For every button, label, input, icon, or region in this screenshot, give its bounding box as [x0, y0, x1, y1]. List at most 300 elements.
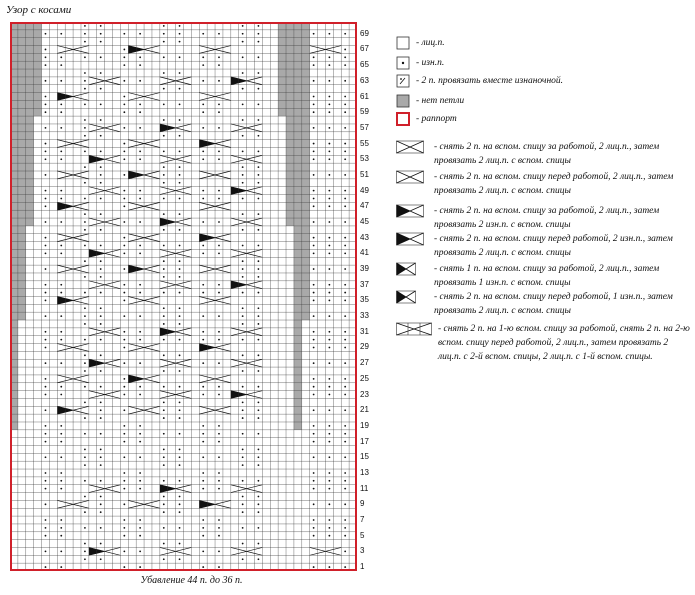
purl-dot	[100, 323, 102, 325]
no-stitch-cell	[302, 61, 310, 69]
purl-dot	[84, 166, 86, 168]
no-stitch-cell	[302, 242, 310, 250]
purl-dot	[242, 464, 244, 466]
purl-dot	[202, 566, 204, 568]
purl-dot	[163, 198, 165, 200]
purl-dot	[328, 205, 330, 207]
purl-dot	[313, 198, 315, 200]
purl-dot	[242, 151, 244, 153]
purl-dot	[139, 441, 141, 443]
purl-dot	[100, 543, 102, 545]
no-stitch-cell	[26, 171, 34, 179]
purl-dot	[60, 566, 62, 568]
no-stitch-cell	[286, 30, 294, 38]
purl-dot	[313, 252, 315, 254]
no-stitch-cell	[26, 77, 34, 85]
no-stitch-cell	[302, 312, 310, 320]
purl-dot	[123, 519, 125, 521]
purl-dot	[123, 488, 125, 490]
purl-dot	[313, 56, 315, 58]
no-stitch-cell	[294, 155, 302, 163]
purl-dot	[179, 182, 181, 184]
purl-dot	[179, 558, 181, 560]
purl-dot	[84, 127, 86, 129]
purl-dot	[60, 284, 62, 286]
no-stitch-cell	[18, 116, 26, 124]
purl-dot	[242, 103, 244, 105]
no-stitch-cell	[18, 147, 26, 155]
purl-dot	[242, 135, 244, 137]
row-number: 3	[360, 546, 365, 556]
purl-dot	[84, 511, 86, 513]
purl-dot	[179, 386, 181, 388]
no-stitch-cell	[18, 304, 26, 312]
purl-dot	[45, 158, 47, 160]
no-stitch-cell	[302, 234, 310, 242]
purl-dot	[45, 362, 47, 364]
purl-dot	[242, 354, 244, 356]
no-stitch-cell	[302, 140, 310, 148]
purl-dot	[60, 190, 62, 192]
purl-dot	[45, 33, 47, 35]
purl-dot	[60, 519, 62, 521]
no-stitch-cell	[294, 195, 302, 203]
row-number: 19	[360, 420, 369, 430]
purl-dot	[123, 433, 125, 435]
purl-dot	[328, 566, 330, 568]
purl-dot	[179, 292, 181, 294]
purl-dot	[258, 433, 260, 435]
purl-dot	[139, 480, 141, 482]
purl-dot	[313, 221, 315, 223]
no-stitch-cell	[18, 124, 26, 132]
no-stitch-cell	[34, 108, 42, 116]
purl-dot	[123, 386, 125, 388]
row-number: 59	[360, 107, 369, 117]
purl-dot	[258, 229, 260, 231]
row-number: 25	[360, 373, 369, 383]
purl-dot	[313, 362, 315, 364]
no-stitch-cell	[294, 226, 302, 234]
purl-dot	[123, 111, 125, 113]
purl-dot	[45, 49, 47, 51]
purl-dot	[45, 519, 47, 521]
purl-dot	[123, 362, 125, 364]
purl-dot	[328, 268, 330, 270]
no-stitch-cell	[18, 289, 26, 297]
purl-dot	[242, 119, 244, 121]
purl-dot	[344, 472, 346, 474]
no-stitch-cell	[18, 234, 26, 242]
purl-dot	[313, 143, 315, 145]
no-stitch-cell	[26, 93, 34, 101]
no-stitch-cell	[302, 108, 310, 116]
no-stitch-cell	[302, 218, 310, 226]
purl-dot	[258, 41, 260, 43]
purl-dot	[328, 158, 330, 160]
purl-dot	[84, 558, 86, 560]
purl-dot	[202, 292, 204, 294]
purl-dot	[123, 127, 125, 129]
purl-dot	[45, 268, 47, 270]
purl-dot	[328, 472, 330, 474]
purl-dot	[242, 198, 244, 200]
purl-dot	[163, 56, 165, 58]
row-number: 7	[360, 515, 365, 525]
purl-dot	[328, 80, 330, 82]
purl-dot	[163, 464, 165, 466]
purl-dot	[123, 378, 125, 380]
purl-dot	[313, 292, 315, 294]
purl-dot	[123, 566, 125, 568]
row-number: 61	[360, 91, 369, 101]
purl-dot	[313, 96, 315, 98]
no-stitch-cell	[18, 312, 26, 320]
purl-dot	[139, 56, 141, 58]
purl-dot	[344, 284, 346, 286]
row-number-column	[360, 22, 384, 571]
purl-dot	[139, 550, 141, 552]
purl-dot	[45, 64, 47, 66]
purl-dot	[328, 221, 330, 223]
purl-dot	[328, 127, 330, 129]
purl-dot	[100, 198, 102, 200]
purl-dot	[179, 260, 181, 262]
purl-dot	[139, 111, 141, 113]
purl-dot	[313, 433, 315, 435]
purl-dot	[163, 260, 165, 262]
purl-dot	[328, 292, 330, 294]
purl-dot	[84, 103, 86, 105]
purl-dot	[84, 80, 86, 82]
no-stitch-cell	[18, 93, 26, 101]
no-stitch-cell	[286, 69, 294, 77]
purl-dot	[344, 566, 346, 568]
purl-dot	[202, 111, 204, 113]
purl-dot	[60, 127, 62, 129]
purl-dot	[258, 480, 260, 482]
no-stitch-cell	[294, 234, 302, 242]
no-stitch-cell	[278, 108, 286, 116]
no-stitch-cell	[286, 77, 294, 85]
purl-dot	[84, 480, 86, 482]
legend-text: - снять 2 п. на вспом. спицу за работой, 2 лиц.п., затем провязать 2 лиц.п. с вспом. спицы	[434, 142, 660, 166]
purl-dot	[163, 503, 165, 505]
purl-dot	[202, 386, 204, 388]
no-stitch-cell	[286, 116, 294, 124]
purl-dot	[313, 237, 315, 239]
purl-dot	[179, 33, 181, 35]
purl-dot	[328, 143, 330, 145]
purl-dot	[163, 268, 165, 270]
purl-dot	[45, 237, 47, 239]
purl-dot	[163, 307, 165, 309]
no-stitch-cell	[286, 179, 294, 187]
legend-text: - снять 2 п. на вспом. спицу перед работой, 2 лиц.п., затем провязать 2 лиц.п. с вспом. спицы	[434, 172, 674, 196]
purl-dot	[123, 268, 125, 270]
purl-dot	[84, 135, 86, 137]
purl-dot	[100, 417, 102, 419]
no-stitch-cell	[294, 124, 302, 132]
cable-2-2-left-icon	[396, 170, 424, 184]
purl-dot	[139, 527, 141, 529]
purl-dot	[218, 151, 220, 153]
purl-dot	[84, 198, 86, 200]
purl-dot	[100, 41, 102, 43]
purl-dot	[60, 394, 62, 396]
no-stitch-cell	[294, 320, 302, 328]
no-stitch-cell	[286, 210, 294, 218]
purl-dot	[258, 370, 260, 372]
purl-dot	[163, 401, 165, 403]
no-stitch-cell	[294, 163, 302, 171]
purl-dot	[313, 378, 315, 380]
purl-dot	[139, 103, 141, 105]
purl-dot	[163, 433, 165, 435]
purl-dot	[163, 354, 165, 356]
purl-dot	[100, 503, 102, 505]
purl-dot	[242, 229, 244, 231]
purl-dot	[123, 221, 125, 223]
purl-dot	[344, 347, 346, 349]
purl-dot	[45, 535, 47, 537]
purl-dot	[218, 33, 220, 35]
no-stitch-cell	[26, 187, 34, 195]
no-stitch-cell	[294, 171, 302, 179]
purl-dot	[139, 394, 141, 396]
purl-dot	[313, 441, 315, 443]
purl-dot	[313, 33, 315, 35]
purl-dot	[242, 417, 244, 419]
purl-dot	[344, 503, 346, 505]
purl-dot	[100, 276, 102, 278]
purl-dot	[163, 323, 165, 325]
purl-dot	[139, 190, 141, 192]
purl-dot	[179, 268, 181, 270]
purl-dot	[100, 182, 102, 184]
purl-dot	[258, 88, 260, 90]
cable-1-2-right-icon	[396, 262, 416, 276]
no-stitch-cell	[294, 30, 302, 38]
purl-dot	[218, 456, 220, 458]
purl-dot	[242, 245, 244, 247]
no-stitch-cell	[294, 93, 302, 101]
purl-dot	[84, 464, 86, 466]
no-stitch-cell	[34, 46, 42, 54]
no-stitch-cell	[302, 273, 310, 281]
purl-dot	[123, 480, 125, 482]
purl-dot	[313, 127, 315, 129]
purl-dot	[202, 252, 204, 254]
no-stitch-cell	[294, 85, 302, 93]
purl-dot	[139, 519, 141, 521]
purl-dot	[84, 362, 86, 364]
purl-dot	[344, 425, 346, 427]
purl-dot	[60, 245, 62, 247]
purl-dot	[84, 260, 86, 262]
purl-dot	[242, 401, 244, 403]
no-stitch-cell	[26, 163, 34, 171]
row-number: 51	[360, 169, 369, 179]
purl-dot	[202, 425, 204, 427]
no-stitch-cell	[18, 100, 26, 108]
purl-dot	[123, 245, 125, 247]
purl-dot	[45, 151, 47, 153]
purl-dot	[313, 331, 315, 333]
purl-dot	[45, 433, 47, 435]
purl-dot	[84, 229, 86, 231]
purl-dot	[344, 268, 346, 270]
no-stitch-cell	[34, 69, 42, 77]
legend-symbol	[396, 290, 416, 309]
purl-dot	[163, 292, 165, 294]
purl-dot	[139, 245, 141, 247]
purl-dot	[100, 166, 102, 168]
purl-dot	[45, 394, 47, 396]
purl-dot	[163, 543, 165, 545]
no-stitch-cell	[302, 53, 310, 61]
purl-dot	[45, 347, 47, 349]
purl-dot	[163, 409, 165, 411]
purl-dot	[313, 174, 315, 176]
purl-dot	[139, 362, 141, 364]
no-stitch-cell	[302, 265, 310, 273]
purl-dot	[139, 386, 141, 388]
purl-dot	[328, 64, 330, 66]
no-stitch-cell	[278, 100, 286, 108]
purl-dot	[218, 433, 220, 435]
purl-dot	[163, 496, 165, 498]
purl-dot	[242, 386, 244, 388]
purl-dot	[60, 56, 62, 58]
purl-dot	[123, 158, 125, 160]
purl-dot	[45, 378, 47, 380]
purl-dot	[163, 72, 165, 74]
purl-dot	[258, 315, 260, 317]
purl-dot	[258, 72, 260, 74]
no-stitch-cell	[294, 359, 302, 367]
no-stitch-cell	[302, 38, 310, 46]
chart-caption: Убавление 44 п. до 36 п.	[140, 575, 243, 586]
purl-dot	[123, 347, 125, 349]
purl-dot	[45, 56, 47, 58]
purl-dot	[313, 300, 315, 302]
legend-symbol	[396, 140, 424, 159]
purl-dot	[60, 64, 62, 66]
purl-dot	[344, 198, 346, 200]
purl-dot	[123, 441, 125, 443]
purl-dot	[179, 119, 181, 121]
purl-dot	[202, 151, 204, 153]
no-stitch-cell	[302, 171, 310, 179]
purl-dot	[258, 323, 260, 325]
purl-dot	[123, 331, 125, 333]
purl-dot	[60, 488, 62, 490]
purl-dot	[123, 503, 125, 505]
purl-dot	[123, 284, 125, 286]
purl-dot	[218, 158, 220, 160]
no-stitch-cell	[34, 30, 42, 38]
purl-dot	[139, 198, 141, 200]
legend-text: - снять 1 п. на вспом. спицу за работой, 2 лиц.п., затем провязать 1 изн.п. с вспом. спицы	[434, 264, 660, 288]
purl-dot	[179, 174, 181, 176]
purl-dot	[163, 245, 165, 247]
purl-dot	[60, 331, 62, 333]
purl-dot	[163, 276, 165, 278]
purl-dot	[60, 550, 62, 552]
purl-dot	[242, 503, 244, 505]
purl-dot	[328, 174, 330, 176]
purl-dot	[344, 151, 346, 153]
purl-dot	[313, 315, 315, 317]
purl-dot	[258, 166, 260, 168]
purl-dot	[139, 151, 141, 153]
purl-dot	[202, 64, 204, 66]
purl-dot	[202, 527, 204, 529]
purl-dot	[313, 111, 315, 113]
purl-dot	[242, 496, 244, 498]
purl-dot	[242, 268, 244, 270]
legend-symbol	[396, 36, 410, 55]
purl-dot	[84, 401, 86, 403]
no-stitch-cell	[294, 187, 302, 195]
purl-dot	[202, 362, 204, 364]
purl-dot	[344, 237, 346, 239]
no-stitch-cell	[294, 202, 302, 210]
purl-dot	[100, 307, 102, 309]
legend-text: - изн.п.	[416, 58, 445, 68]
legend-text: - нет петли	[416, 96, 465, 106]
purl-dot	[163, 386, 165, 388]
purl-dot	[139, 292, 141, 294]
purl-dot	[84, 25, 86, 27]
purl-dot	[258, 511, 260, 513]
legend-symbol	[396, 56, 410, 75]
purl-dot	[139, 331, 141, 333]
purl-dot	[328, 441, 330, 443]
purl-dot	[123, 198, 125, 200]
no-stitch-cell	[278, 85, 286, 93]
purl-dot	[218, 425, 220, 427]
no-stitch-cell	[302, 210, 310, 218]
no-stitch-cell	[286, 195, 294, 203]
purl-dot	[163, 33, 165, 35]
purl-dot	[313, 480, 315, 482]
purl-dot	[163, 88, 165, 90]
purl-dot	[45, 456, 47, 458]
no-stitch-cell	[302, 132, 310, 140]
no-stitch-cell	[302, 249, 310, 257]
chart-title: Узор с косами	[6, 4, 72, 16]
no-stitch-cell	[26, 30, 34, 38]
row-number: 29	[360, 342, 369, 352]
purl-dot	[242, 182, 244, 184]
purl-dot	[163, 103, 165, 105]
row-number: 1	[360, 562, 365, 572]
purl-dot	[45, 127, 47, 129]
purl-dot	[100, 229, 102, 231]
purl-dot	[60, 33, 62, 35]
purl-dot	[242, 276, 244, 278]
purl-dot	[179, 103, 181, 105]
no-stitch-cell	[18, 132, 26, 140]
purl-dot	[139, 433, 141, 435]
purl-dot	[179, 276, 181, 278]
no-stitch-cell	[302, 304, 310, 312]
no-stitch-cell	[302, 187, 310, 195]
no-stitch-cell	[18, 281, 26, 289]
no-stitch-cell	[278, 46, 286, 54]
